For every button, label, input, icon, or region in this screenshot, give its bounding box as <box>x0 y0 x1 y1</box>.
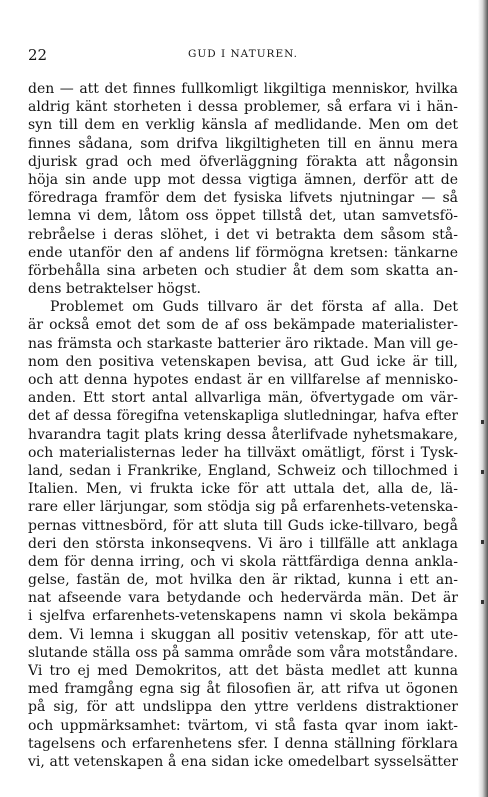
text-line: nat afseende vara betydande och hedervärda män. Det är <box>28 590 458 607</box>
text-line: rebråelse i deras slöhet, i det vi betrakta dem såsom stå- <box>28 226 458 243</box>
text-line: finnes sådana, som drifva likgiltigheten till en ännu mera <box>28 135 458 152</box>
page-edge-shadow <box>478 0 488 797</box>
text-line: förbehålla sina arbeten och studier åt dem som skatta an- <box>28 262 458 279</box>
text-line: djurisk grad och med öfverläggning förakta att någonsin <box>28 153 458 170</box>
text-line: tagelsens och erfarenhetens sfer. I denna ställning förklara <box>28 735 458 752</box>
text-line: aldrig känt storheten i dessa problemer, så erfara vi i hän- <box>28 99 458 116</box>
running-title: GUD I NATUREN. <box>188 48 298 60</box>
text-line: dem för denna irring, och vi skola rättfärdiga denna ankla- <box>28 553 458 570</box>
text-line: anden. Ett stort antal allvarliga män, öfvertygade om vär- <box>28 390 458 407</box>
text-line: syn till dem en verklig känsla af medlidande. Men om det <box>28 117 458 134</box>
page-number: 22 <box>28 46 48 64</box>
text-line: lemna vi dem, låtom oss öppet tillstå det, utan samvetsfö- <box>28 208 458 225</box>
text-line: deri den största inkonseqvens. Vi äro i tillfälle att anklaga <box>28 535 458 552</box>
text-line: med framgång egna sig åt filosofien är, att rifva ut ögonen <box>28 681 458 698</box>
text-line: vi, att vetenskapen å ena sidan icke omedelbart sysselsätter <box>28 753 458 770</box>
text-line: nom den positiva vetenskapen bevisa, att Gud icke är till, <box>28 353 458 370</box>
text-line: rare eller lärjungar, som stödja sig på erfarenhets-vetenska- <box>28 499 458 516</box>
text-line: dem. Vi lemna i skuggan all positiv vetenskap, för att ute- <box>28 626 458 643</box>
text-line: hvarandra tagit plats kring dessa återlifvade nyhetsmakare, <box>28 426 458 443</box>
text-line: det af dessa föregifna vetenskapliga slutledningar, hafva efter <box>28 408 458 425</box>
text-line: den — att det finnes fullkomligt likgiltiga menniskor, hvilka <box>28 81 458 97</box>
text-line: i sjelfva erfarenhets-vetenskapens namn vi skola bekämpa <box>28 608 458 625</box>
text-line: höja sin ande upp mot dessa vigtiga ämnen, derför att de <box>28 171 458 188</box>
text-line: och materialisternas leder ha tillväxt omätligt, först i Tysk- <box>28 444 458 461</box>
edge-speck <box>481 420 484 424</box>
text-line: pernas vittnesbörd, för att sluta till Guds icke-tillvaro, begå <box>28 517 458 534</box>
edge-speck <box>481 540 484 544</box>
text-line: och uppmärksamhet: tvärtom, vi stå fasta qvar inom iakt- <box>28 717 458 734</box>
text-line: gelse, fastän de, mot hvilka den är riktad, kunna i ett an- <box>28 572 458 589</box>
text-line: Vi tro ej med Demokritos, att det bästa medlet att kunna <box>28 663 458 679</box>
page-header <box>28 46 458 66</box>
text-line: föredraga framför dem det fysiska lifvets njutningar — så <box>28 190 458 207</box>
text-line: dens betraktelser högst. <box>28 281 201 298</box>
edge-speck <box>481 600 484 604</box>
text-line: slutande ställa oss på samma område som våra motståndare. <box>28 644 458 661</box>
edge-speck <box>481 470 484 474</box>
text-line: är också emot det som de af oss bekämpade materialister- <box>28 317 458 334</box>
body-text <box>28 80 458 771</box>
text-line: på sig, för att undslippa den yttre verldens distraktioner <box>28 699 458 716</box>
text-line: land, sedan i Frankrike, England, Schweiz och tillochmed i <box>28 462 458 479</box>
text-line: nas främsta och starkaste batterier äro riktade. Man vill ge- <box>28 335 458 352</box>
text-line: och att denna hypotes endast är en villfarelse af mennisko- <box>28 372 458 388</box>
text-line: Problemet om Guds tillvaro är det första af alla. Det <box>50 299 458 316</box>
text-line: Italien. Men, vi frukta icke för att uttala det, alla de, lä- <box>28 481 458 498</box>
text-line: ende utanför den af andens lif förmögna kretsen: tänkarne <box>28 244 458 261</box>
